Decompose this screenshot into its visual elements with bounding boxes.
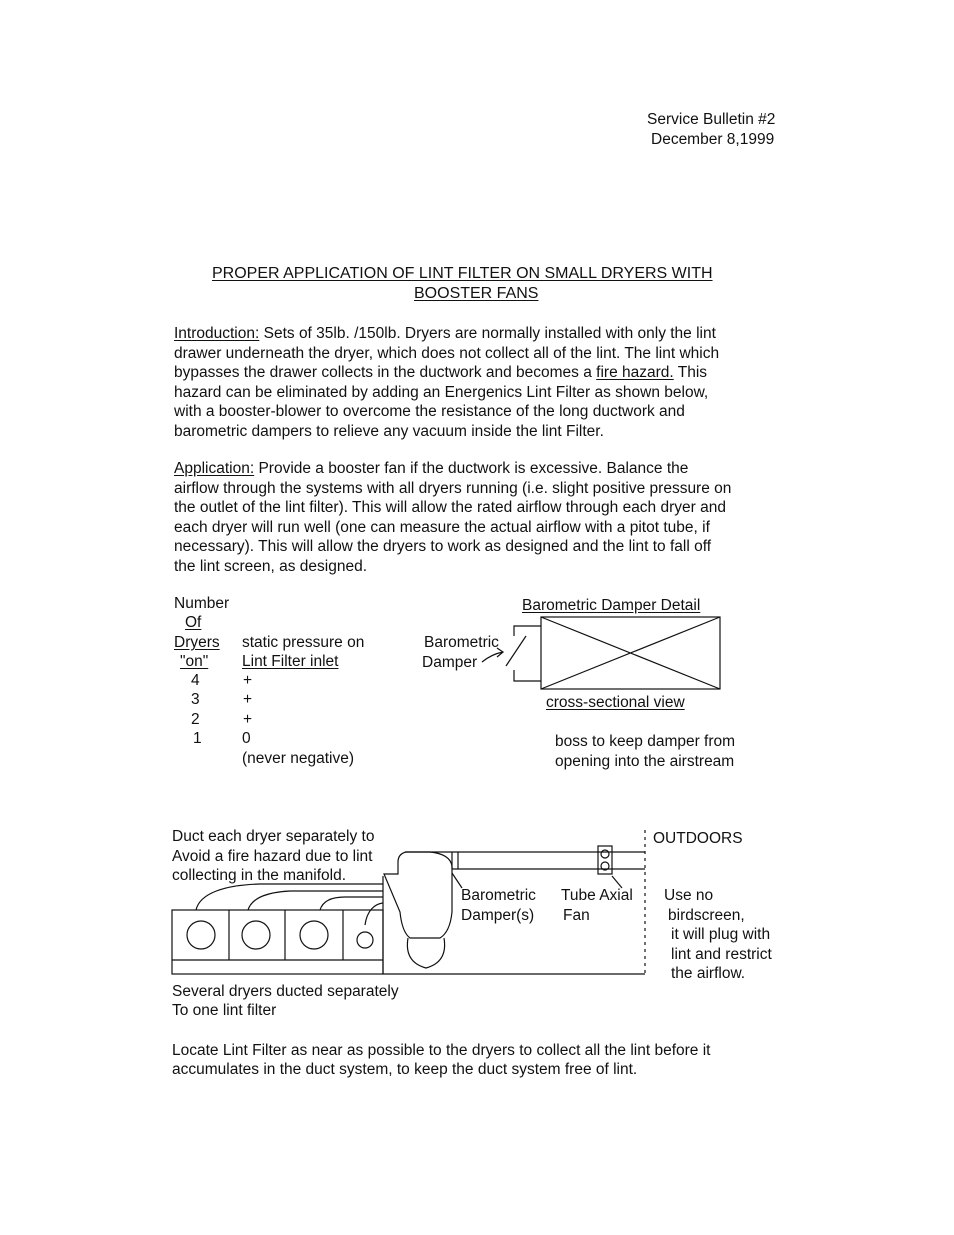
duct-note: Avoid a fire hazard due to lint bbox=[172, 848, 373, 865]
table-header-static: static pressure on bbox=[242, 634, 365, 651]
table-header-inlet: Lint Filter inlet bbox=[242, 653, 339, 670]
introduction-label: Introduction: bbox=[174, 325, 260, 342]
damper-label: Damper bbox=[422, 654, 478, 671]
dryer-door-icon bbox=[357, 932, 373, 948]
application-label: Application: bbox=[174, 460, 255, 477]
birdscreen-note: the airflow. bbox=[671, 965, 746, 982]
duct-note: Duct each dryer separately to bbox=[172, 828, 375, 845]
damper-detail-drawing bbox=[482, 617, 720, 689]
dryer-door-icon bbox=[242, 921, 270, 949]
table-header-dryers: Dryers bbox=[174, 634, 220, 651]
tube-axial-label: Fan bbox=[563, 907, 590, 924]
birdscreen-note: Use no bbox=[664, 887, 714, 904]
fan-pointer bbox=[612, 876, 622, 888]
dryer-bank bbox=[172, 910, 383, 974]
damper-pointer bbox=[452, 873, 462, 888]
damper-boss bbox=[514, 670, 541, 681]
table-row-pressure: + bbox=[243, 691, 253, 708]
dryer-duct bbox=[248, 891, 383, 910]
table-row-dryers: 4 bbox=[191, 672, 200, 689]
document-title-line1: PROPER APPLICATION OF LINT FILTER ON SMALL DRYERS WITH bbox=[212, 265, 713, 282]
table-row-dryers: 3 bbox=[191, 691, 200, 708]
bulletin-date: December 8,1999 bbox=[651, 131, 775, 148]
damper-flap bbox=[506, 636, 526, 666]
barometric-damper-label: Damper(s) bbox=[461, 907, 535, 924]
closing-line: Locate Lint Filter as near as possible to the dryers to collect all the lint before it bbox=[172, 1042, 711, 1059]
damper-detail-title: Barometric Damper Detail bbox=[522, 597, 701, 614]
outdoors-label: OUTDOORS bbox=[653, 830, 743, 847]
cross-section-caption: cross-sectional view bbox=[546, 694, 685, 711]
diagram-caption: Several dryers ducted separately bbox=[172, 983, 399, 1000]
birdscreen-note: birdscreen, bbox=[668, 907, 745, 924]
fire-hazard-text: fire hazard. bbox=[596, 364, 674, 381]
boss-note: opening into the airstream bbox=[555, 753, 735, 770]
table-header-of: Of bbox=[185, 614, 202, 631]
lint-filter-hopper bbox=[407, 938, 444, 968]
lint-filter bbox=[384, 852, 452, 938]
application-paragraph: Application: Provide a booster fan if the ductwork is excessive. Balance the airflow through the systems with all dryers running (i.e. slight positive pressure on the outlet of the lint filter). This will allow the rated airflow through each dryer and each dryer will run well (one can measure the actual airflow with a pitot tube, if necessary). This will allow the dryers to work as designed and the lint to fall off the lint screen, as designed. bbox=[174, 460, 732, 575]
table-row-pressure: 0 bbox=[242, 730, 251, 747]
dryer-duct bbox=[320, 897, 383, 910]
dryer-door-icon bbox=[300, 921, 328, 949]
table-row-dryers: 1 bbox=[193, 730, 202, 747]
dryer-door-icon bbox=[187, 921, 215, 949]
table-header-on: "on" bbox=[180, 653, 209, 670]
duct-system-drawing bbox=[172, 830, 645, 975]
damper-boss bbox=[514, 626, 541, 636]
boss-note: boss to keep damper from bbox=[555, 733, 736, 750]
table-header-number: Number bbox=[174, 595, 230, 612]
duct-note: collecting in the manifold. bbox=[172, 867, 347, 884]
fan-blade-icon bbox=[601, 850, 609, 858]
bulletin-number: Service Bulletin #2 bbox=[647, 111, 776, 128]
table-note: (never negative) bbox=[242, 750, 355, 767]
tube-axial-label: Tube Axial bbox=[561, 887, 633, 904]
introduction-paragraph: Introduction: Sets of 35lb. /150lb. Dryers are normally installed with only the lint drawer underneath the dryer, which does not collect all of the lint. The lint which bypasses the drawer collects in the ductwork and becomes a fire hazard. This hazard can be eliminated by adding an Energenics Lint Filter as shown below, with a booster-blower to overcome the resistance of the long ductwork and barometric dampers to relieve any vacuum inside the lint Filter. bbox=[174, 325, 720, 440]
table-row-pressure: + bbox=[243, 672, 253, 689]
dryer-duct bbox=[365, 903, 383, 925]
table-row-dryers: 2 bbox=[191, 711, 200, 728]
damper-label: Barometric bbox=[424, 634, 499, 651]
damper-arrow bbox=[482, 652, 503, 662]
barometric-damper-label: Barometric bbox=[461, 887, 536, 904]
diagram-caption: To one lint filter bbox=[172, 1002, 277, 1019]
birdscreen-note: it will plug with bbox=[671, 926, 771, 943]
document-title-line2: BOOSTER FANS bbox=[414, 285, 539, 302]
table-row-pressure: + bbox=[243, 711, 253, 728]
birdscreen-note: lint and restrict bbox=[671, 946, 772, 963]
closing-line: accumulates in the duct system, to keep the duct system free of lint. bbox=[172, 1061, 638, 1078]
